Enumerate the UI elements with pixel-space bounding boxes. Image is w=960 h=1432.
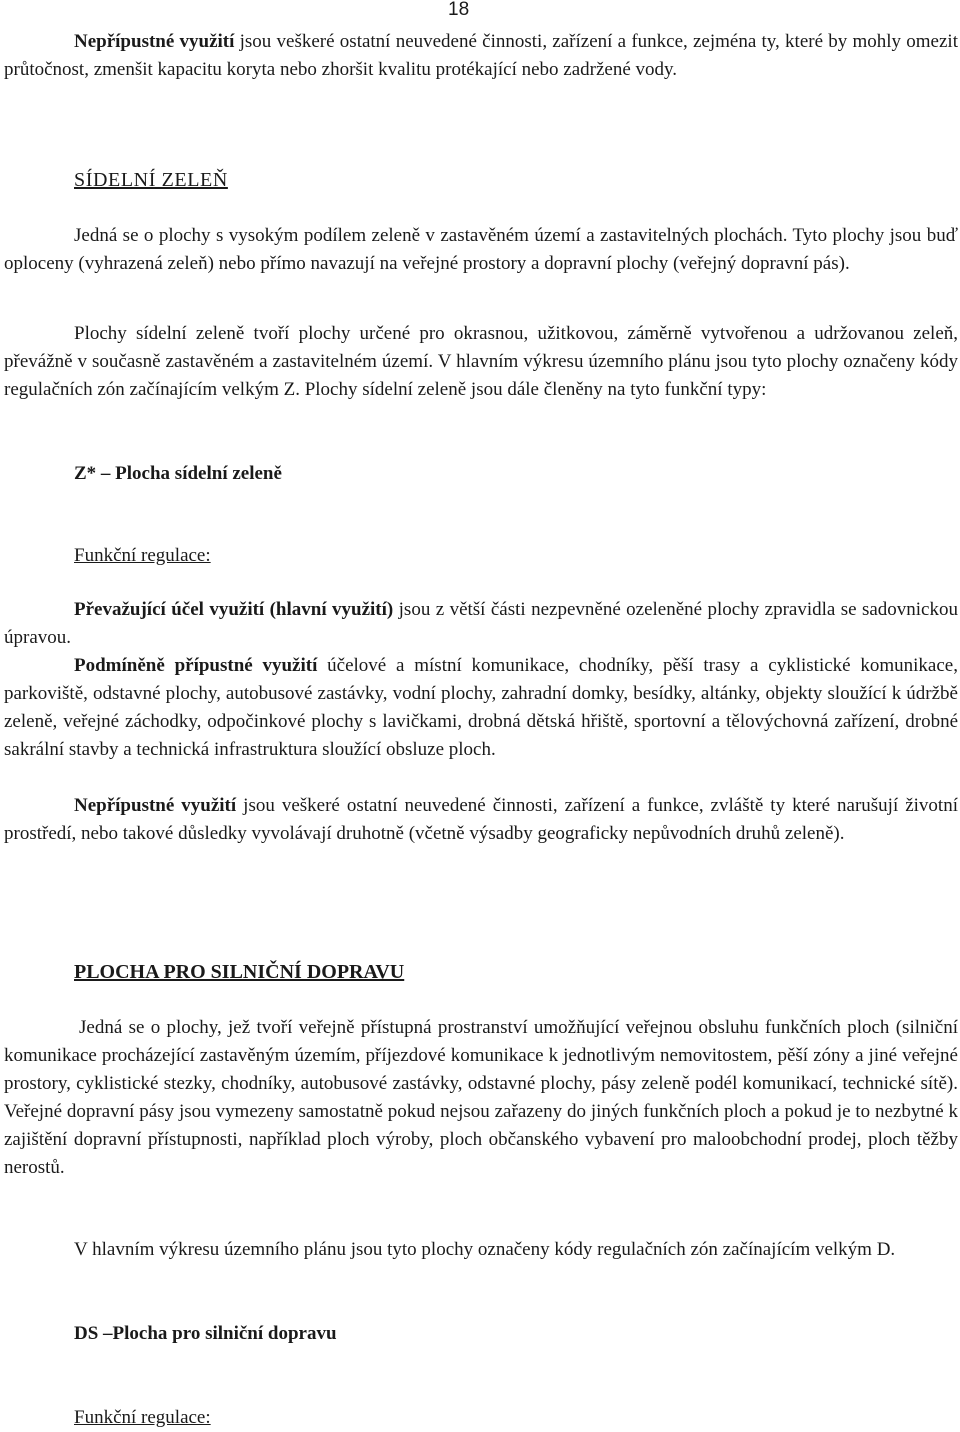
funkcni-regulace-label-2: Funkční regulace:: [74, 1407, 211, 1428]
nepripustne-label: Nepřípustné využití: [74, 795, 237, 816]
page-number: 18: [448, 0, 470, 20]
nepripustne-paragraph: [4, 792, 958, 848]
sidelni-zelen-paragraph-1: Jedná se o plochy s vysokým podílem zeleně v zastavěném území a zastavitelných plochách. Tyto plochy jsou buď oploceny (vyhrazená zeleň) nebo přímo navazují na veřejné prostory a dopravní plochy (veřejný dopravní pás).: [4, 225, 958, 274]
prevazujici-label: Převažující účel využití (hlavní využití): [74, 599, 394, 620]
section-heading-silnicni-doprava: PLOCHA PRO SILNIČNÍ DOPRAVU: [74, 961, 405, 983]
podminene-paragraph: [4, 652, 958, 764]
funkcni-regulace-label-1: Funkční regulace:: [74, 545, 211, 566]
subheading-ds-plocha: DS –Plocha pro silniční dopravu: [74, 1323, 337, 1344]
document-page: [4, 0, 958, 1432]
podminene-label: Podmíněně přípustné využití: [74, 655, 318, 676]
silnicni-doprava-paragraph-1: Jedná se o plochy, jež tvoří veřejně přístupná prostranství umožňující veřejnou obsluhu funkčních ploch (silniční komunikace procházející zastavěným územím, příjezdové komunikace k jednotlivým nemovitostem, pěší zóny a jiné veřejné prostory, cyklistické stezky, chodníky, autobusové zastávky, odstavné plochy, pásy zeleně podél komunikací, technické sítě). Veřejné dopravní pásy jsou vymezeny samostatně pokud nejsou zařazeny do jiných funkčních ploch a pokud je to nezbytné k zajištění dopravní přístupnosti, například ploch výroby, ploch občanského vybavení pro maloobchodní prodej, ploch těžby nerostů.: [4, 1017, 958, 1178]
intro-label: Nepřípustné využití: [74, 31, 235, 52]
section-heading-sidelni-zelen: SÍDELNÍ ZELEŇ: [74, 169, 228, 191]
subheading-z-plocha: Z* – Plocha sídelní zeleně: [74, 463, 282, 484]
silnicni-doprava-paragraph-2: V hlavním výkresu územního plánu jsou tyto plochy označeny kódy regulačních zón začínajícím velkým D.: [74, 1239, 896, 1260]
podminene-text: účelové a místní komunikace, chodníky, pěší trasy a cyklistické komunikace, parkoviště, odstavné plochy, autobusové zastávky, vodní plochy, zahradní domky, besídky, altánky, objekty sloužící k údržbě zeleně, veřejné záchodky, odpočinkové plochy s lavičkami, drobná dětská hřiště, sportovní a tělovýchovná zařízení, drobné sakrální stavby a technická infrastruktura sloužící obsluze ploch.: [4, 655, 958, 760]
nepripustne-text: jsou veškeré ostatní neuvedené činnosti, zařízení a funkce, zvláště ty které narušují životní prostředí, nebo takové důsledky vyvolávají druhotně (včetně výsadby geograficky nepůvodních druhů zeleně).: [4, 795, 958, 844]
prevazujici-text: jsou z větší části nezpevněné ozeleněné plochy zpravidla se sadovnickou úpravou.: [4, 599, 958, 648]
intro-text: jsou veškeré ostatní neuvedené činnosti, zařízení a funkce, zejména ty, které by mohly omezit průtočnost, zmenšit kapacitu koryta nebo zhoršit kvalitu protékající nebo zadržené vody.: [4, 31, 958, 80]
prevazujici-paragraph: [4, 596, 958, 652]
sidelni-zelen-paragraph-2: Plochy sídelní zeleně tvoří plochy určené pro okrasnou, užitkovou, záměrně vytvořenou a udržovanou zeleň, převážně v současně zastavěném a zastavitelném území. V hlavním výkresu územního plánu jsou tyto plochy označeny kódy regulačních zón začínajícím velkým Z. Plochy sídelní zeleně jsou dále členěny na tyto funkční typy:: [4, 323, 958, 400]
intro-paragraph: [4, 28, 958, 84]
